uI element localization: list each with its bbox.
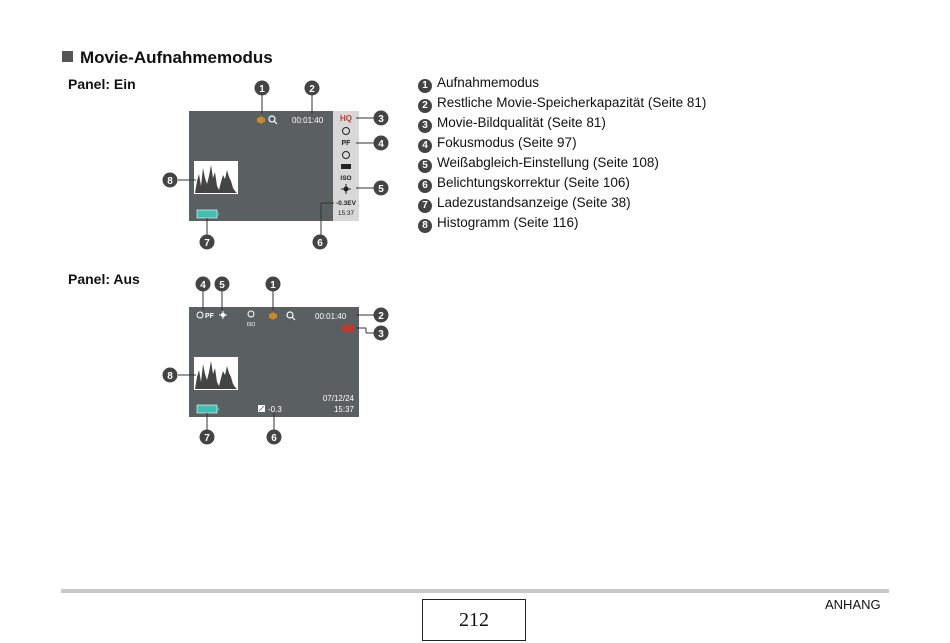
callout-badge [374,308,389,323]
callout-badge [313,235,328,250]
battery-icon [197,405,219,413]
panel-off-label: Panel: Aus [68,271,140,287]
callout-badge [196,277,211,292]
panel-on-ev: -0.3EV [336,200,356,207]
callout-badge [374,181,389,196]
footer-rule [61,589,889,593]
legend-list [418,73,706,233]
legend-badge: 2 [418,99,432,113]
panel-on-label: Panel: Ein [68,76,136,92]
legend-text: Movie-Bildqualität (Seite 81) [437,115,606,130]
panel-off-histogram [194,357,238,390]
legend-text: Histogramm (Seite 116) [437,215,579,230]
svg-text:4: 4 [200,279,206,291]
callout-badge [163,173,178,188]
svg-text:5: 5 [378,183,384,195]
legend-text: Ladezustandsanzeige (Seite 38) [437,195,631,210]
svg-text:8: 8 [167,370,173,382]
legend-item [418,113,706,133]
legend-item [418,213,706,233]
exposure-icon [258,405,265,412]
svg-text:1: 1 [270,279,276,291]
svg-text:8: 8 [167,175,173,187]
panel-on-remaining-time: 00:01:40 [292,116,324,125]
legend-item [418,193,706,213]
callout-badge [374,136,389,151]
callout-badge [255,81,270,96]
legend-badge: 7 [418,199,432,213]
face-detection-icon [341,164,351,169]
svg-text:3: 3 [378,328,384,340]
quality-icon [342,325,354,332]
panel-on-clock: 15:37 [337,210,355,217]
callout-badge [266,277,281,292]
footer-section-label: ANHANG [825,597,881,612]
panel-off-date: 07/12/24 [322,394,354,403]
panel-off-focus: PF [205,313,214,320]
page-number: 212 [422,599,526,641]
legend-badge: 5 [418,159,432,173]
panel-on-iso: ISO [340,175,352,182]
panel-off-clock: 15:37 [333,405,354,414]
panel-off-iso: ISO [246,322,256,328]
legend-item [418,73,706,93]
svg-text:6: 6 [271,432,277,444]
panel-off-remaining-time: 00:01:40 [315,312,347,321]
legend-badge: 6 [418,179,432,193]
section-square-icon [62,51,73,62]
callout-badge [374,326,389,341]
panel-on-quality: HQ [340,114,352,123]
callout-badge [267,430,282,445]
svg-text:2: 2 [309,83,315,95]
callout-badge [200,430,215,445]
legend-badge: 8 [418,219,432,233]
battery-icon [197,210,219,218]
svg-text:3: 3 [378,113,384,125]
legend-text: Weißabgleich-Einstellung (Seite 108) [437,155,659,170]
legend-text: Fokusmodus (Seite 97) [437,135,577,150]
legend-badge: 3 [418,119,432,133]
section-title [62,48,273,68]
legend-item [418,93,706,113]
svg-text:4: 4 [378,138,384,150]
svg-text:2: 2 [378,310,384,322]
svg-text:7: 7 [204,237,210,249]
callout-badge [200,235,215,250]
legend-item [418,133,706,153]
panel-on-focus: PF [341,140,351,147]
panel-off-ev: -0.3 [268,405,282,414]
callout-badge [163,368,178,383]
callout-badge [215,277,230,292]
panel-on-histogram [194,161,238,194]
legend-item [418,173,706,193]
svg-text:5: 5 [219,279,225,291]
legend-item [418,153,706,173]
section-title-text: Movie-Aufnahmemodus [80,48,273,67]
svg-text:6: 6 [317,237,323,249]
panel-on-diagram [150,74,400,254]
legend-badge: 4 [418,139,432,153]
svg-text:7: 7 [204,432,210,444]
panel-off-diagram [150,270,400,450]
legend-text: Restliche Movie-Speicherkapazität (Seite 81) [437,95,707,110]
callout-badge [374,111,389,126]
legend-text: Belichtungskorrektur (Seite 106) [437,175,630,190]
legend-text: Aufnahmemodus [437,75,540,90]
callout-badge [305,81,320,96]
svg-text:1: 1 [259,83,265,95]
legend-badge: 1 [418,79,432,93]
